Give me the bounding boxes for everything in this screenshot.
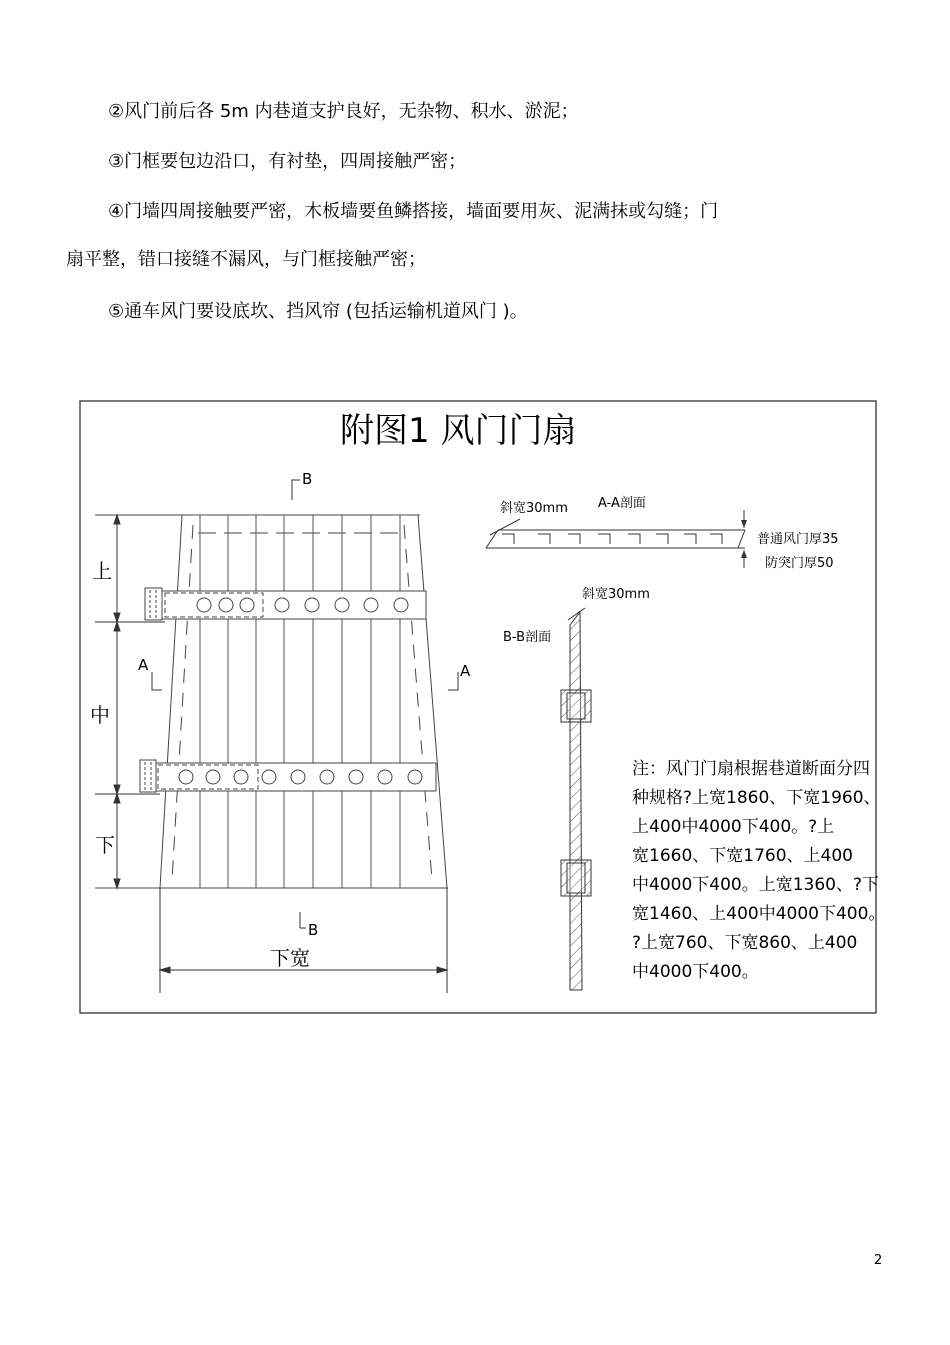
section-mark-b-top: B — [302, 470, 313, 488]
label-lower: 下 — [95, 833, 115, 857]
note-line: 中4000下400。 — [632, 962, 759, 982]
section-mark-b-bottom: B — [308, 921, 319, 939]
aa-thickness-arrow-top — [741, 520, 747, 528]
figure-title: 附图1 风门门扇 — [340, 411, 577, 451]
note-line: 中4000下400。上宽1360、?下 — [632, 875, 879, 895]
bevel-aa-label: 斜宽30mm — [500, 501, 568, 516]
note-line: 宽1460、上400中4000下400。 — [632, 904, 886, 924]
label-middle: 中 — [90, 703, 110, 727]
paragraph-item-5: ⑤通车风门要设底坎、挡风帘 (包括运输机道风门 )。 — [108, 301, 528, 322]
lower-crossbar — [155, 763, 436, 791]
paragraph-item-4-line-1: ④门墙四周接触要严密，木板墙要鱼鳞搭接，墙面要用灰、泥满抹或勾缝；门 — [108, 201, 719, 222]
aa-thickness-arrow-bottom — [741, 550, 747, 558]
upper-crossbar — [162, 591, 426, 619]
note-line: 上400中4000下400。?上 — [632, 817, 835, 837]
section-markers — [152, 480, 458, 928]
section-aa-drawing — [486, 510, 745, 568]
section-mark-a-right: A — [460, 662, 471, 680]
paragraph-item-3: ③门框要包边沿口，有衬垫，四周接触严密； — [108, 151, 467, 172]
lower-hinge — [140, 760, 156, 792]
paragraph-item-4-line-2: 扇平整，错口接缝不漏风，与门框接触严密； — [66, 249, 426, 270]
bottom-width-dimension — [160, 888, 447, 993]
door-boards — [200, 515, 400, 888]
bevel-bb-label: 斜宽30mm — [582, 587, 650, 602]
section-bb-drawing — [561, 608, 591, 990]
label-bottom-width: 下宽 — [270, 946, 310, 970]
paragraph-item-2: ②风门前后各 5m 内巷道支护良好，无杂物、积水、淤泥； — [108, 101, 579, 122]
label-upper: 上 — [92, 559, 112, 583]
note-line: 宽1660、下宽1760、上400 — [632, 846, 853, 866]
section-bb-title: B-B剖面 — [503, 630, 552, 645]
thickness-normal-label: 普通风门厚35 — [757, 532, 839, 547]
section-aa-title: A-A剖面 — [598, 496, 646, 511]
upper-hinge — [145, 588, 162, 620]
note-line: ?上宽760、下宽860、上400 — [632, 933, 858, 953]
note-line: 种规格?上宽1860、下宽1960、 — [632, 788, 881, 808]
note-line: 注：风门门扇根据巷道断面分四 — [632, 759, 870, 779]
page-number: 2 — [874, 1253, 883, 1268]
door-front-view — [95, 515, 448, 888]
thickness-blast-label: 防突门厚50 — [765, 556, 834, 571]
section-mark-a-left: A — [138, 656, 149, 674]
figure-note — [632, 758, 885, 982]
